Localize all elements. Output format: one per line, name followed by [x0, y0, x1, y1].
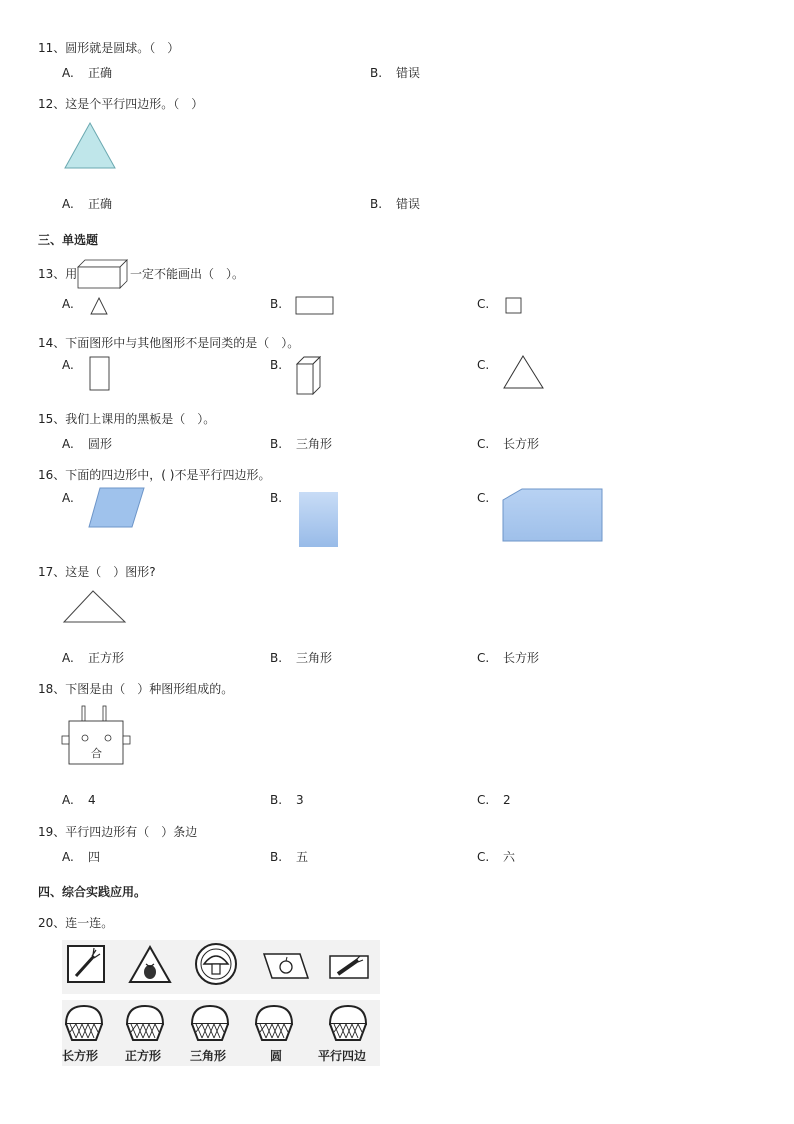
basket-icon [192, 1006, 228, 1040]
option-label: C. [477, 437, 490, 451]
option-text: 三角形 [296, 651, 333, 665]
option-text: 4 [88, 793, 96, 807]
question-19-stem: 19、平行四边形有（ ）条边 [38, 825, 198, 839]
q16-option-c-label[interactable]: C. [477, 491, 490, 505]
q14-option-c-label[interactable]: C. [477, 358, 490, 372]
option-text: 圆形 [88, 437, 113, 451]
option-label: B. [270, 793, 283, 807]
basket-label: 平行四边 [318, 1049, 367, 1063]
question-13-stem-post: 一定不能画出（ ）。 [130, 267, 245, 281]
q18-option-b[interactable] [270, 793, 304, 807]
carrot-square-card [68, 946, 104, 982]
q14-option-a-label[interactable]: A. [62, 358, 74, 372]
apple-parallelogram-card [264, 954, 308, 978]
option-label: A. [62, 850, 74, 864]
option-label: B. [270, 850, 283, 864]
section-heading-single-choice: 三、单选题 [38, 233, 99, 247]
option-label: B. [370, 66, 383, 80]
parallelogram-figure [88, 487, 146, 529]
option-label: A. [62, 651, 74, 665]
question-12-stem: 12、这是个平行四边形。（ ） [38, 97, 204, 111]
option-label: B. [370, 197, 383, 211]
q17-option-b[interactable] [270, 649, 332, 666]
option-text: 长方形 [503, 651, 540, 665]
option-label: A. [62, 437, 74, 451]
q15-option-c[interactable] [477, 435, 539, 452]
basket-label: 正方形 [125, 1049, 162, 1063]
rectangle-figure [295, 296, 335, 316]
rectangular-prism-figure [296, 356, 324, 396]
option-label: C. [477, 793, 490, 807]
triangle-figure [63, 121, 117, 171]
q11-option-a[interactable] [62, 64, 112, 81]
q13-option-b-label[interactable]: B. [270, 297, 283, 311]
option-text: 正确 [88, 66, 113, 80]
q18-option-a[interactable] [62, 793, 96, 807]
question-16-stem: 16、下面的四边形中，( )不是平行四边形。 [38, 468, 271, 482]
question-11-stem: 11、圆形就是圆球。（ ） [38, 41, 180, 55]
option-label: B. [270, 651, 283, 665]
blue-rectangle-figure [298, 491, 340, 549]
option-text: 六 [503, 850, 516, 864]
cuboid-figure [77, 259, 129, 289]
option-text: 2 [503, 793, 511, 807]
q19-option-c[interactable] [477, 848, 515, 865]
option-text: 五 [296, 850, 309, 864]
basket-label: 圆 [270, 1049, 283, 1063]
option-label: C. [477, 850, 490, 864]
basket-icon [127, 1006, 163, 1040]
q19-option-b[interactable] [270, 848, 308, 865]
option-text: 长方形 [503, 437, 540, 451]
pentagon-figure [502, 488, 604, 544]
question-18-stem: 18、下图是由（ ）种图形组成的。 [38, 682, 234, 696]
option-text: 3 [296, 793, 304, 807]
option-text: 正方形 [88, 651, 125, 665]
q11-option-b[interactable] [370, 64, 420, 81]
q13-option-a-label[interactable]: A. [62, 297, 74, 311]
option-text: 三角形 [296, 437, 333, 451]
q16-option-b-label[interactable]: B. [270, 491, 283, 505]
option-label: A. [62, 793, 74, 807]
square-figure [505, 297, 523, 315]
mushroom-circle-card [196, 944, 236, 984]
question-20-stem: 20、连一连。 [38, 916, 114, 930]
question-17-stem: 17、这是（ ）图形? [38, 565, 156, 579]
robot-mouth-text: 合 [91, 747, 102, 760]
q12-option-b[interactable] [370, 195, 420, 212]
option-label: B. [270, 437, 283, 451]
vegetable-rectangle-card [330, 956, 368, 978]
basket-label: 三角形 [190, 1049, 227, 1063]
basket-label: 长方形 [62, 1049, 99, 1063]
q13-option-c-label[interactable]: C. [477, 297, 490, 311]
question-13-stem-pre: 13、用 [38, 267, 78, 281]
basket-icon [256, 1006, 292, 1040]
option-label: A. [62, 197, 74, 211]
option-label: C. [477, 651, 490, 665]
option-text: 错误 [396, 197, 421, 211]
obtuse-triangle-figure [63, 589, 127, 625]
q18-option-c[interactable] [477, 793, 511, 807]
basket-icon [66, 1006, 102, 1040]
q17-option-a[interactable] [62, 649, 124, 666]
q12-option-a[interactable] [62, 195, 112, 212]
q17-option-c[interactable] [477, 649, 539, 666]
triangle-outline-figure [503, 355, 545, 391]
option-text: 四 [88, 850, 101, 864]
option-text: 正确 [88, 197, 113, 211]
option-text: 错误 [396, 66, 421, 80]
option-label: A. [62, 66, 74, 80]
matching-shapes-row [62, 940, 380, 994]
q15-option-a[interactable] [62, 435, 112, 452]
question-14-stem: 14、下面图形中与其他图形不是同类的是（ ）。 [38, 336, 300, 350]
basket-icon [330, 1006, 366, 1040]
small-triangle-figure [90, 297, 108, 315]
question-15-stem: 15、我们上课用的黑板是（ ）。 [38, 412, 216, 426]
q19-option-a[interactable] [62, 848, 100, 865]
section-heading-practice: 四、综合实践应用。 [38, 885, 147, 899]
q16-option-a-label[interactable]: A. [62, 491, 74, 505]
q14-option-b-label[interactable]: B. [270, 358, 283, 372]
q15-option-b[interactable] [270, 435, 332, 452]
tall-rectangle-figure [88, 356, 112, 392]
